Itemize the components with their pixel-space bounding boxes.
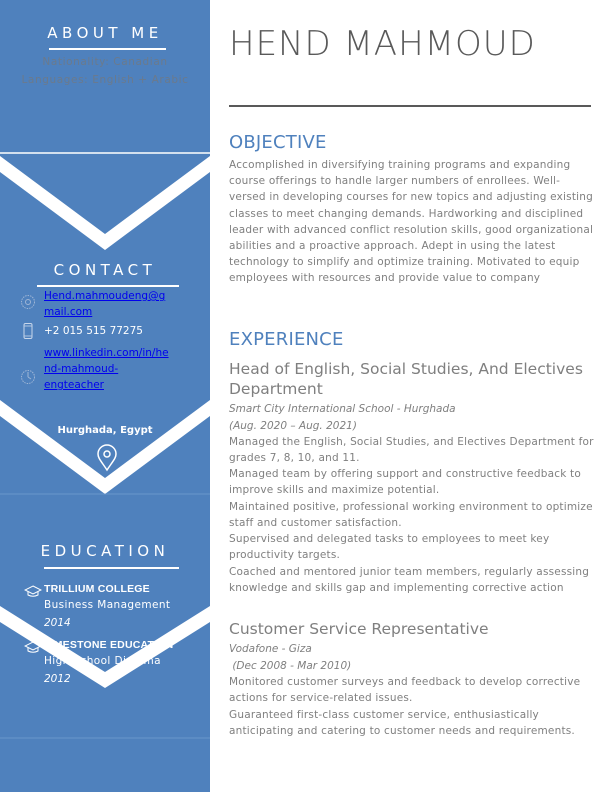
candidate-name: HEND MAHMOUD [229, 24, 536, 64]
email-line-2[interactable]: mail.com [44, 306, 93, 318]
contact-rule [37, 285, 179, 287]
linkedin-line-3[interactable]: engteacher [44, 379, 104, 391]
education-degree: Business Management [44, 599, 171, 611]
job-bullet: Supervised and delegated tasks to employees to meet key productivity targets. [229, 533, 550, 562]
job-bullet: Maintained positive, professional working environment to optimize staff and customer satisfaction. [229, 501, 593, 530]
job-dates: (Aug. 2020 – Aug. 2021) [229, 420, 357, 432]
mobile-phone-icon [20, 323, 36, 339]
job-company: Smart City International School - Hurghada [229, 403, 456, 415]
map-pin-icon [96, 444, 118, 472]
linkedin-line-2[interactable]: nd-mahmoud- [44, 363, 119, 375]
job-dates: (Dec 2008 - Mar 2010) [229, 660, 352, 672]
education-rule [44, 567, 179, 569]
job-company: Vodafone - Giza [229, 643, 312, 655]
phone-text: +2 015 515 77275 [44, 325, 143, 337]
education-year: 2014 [44, 617, 71, 629]
languages-text: Languages: English + Arabic [21, 74, 189, 86]
about-rule [49, 48, 166, 50]
job-title: Customer Service Representative [229, 620, 489, 638]
at-sign-icon [20, 294, 36, 310]
graduation-cap-icon [24, 585, 42, 597]
education-school: LIMESTONE EDUCATION [44, 639, 174, 651]
education-degree: High School Diploma [44, 655, 161, 667]
education-year: 2012 [44, 673, 71, 685]
about-heading: ABOUT ME [47, 24, 163, 42]
education-school: TRILLIUM COLLEGE [44, 583, 150, 595]
name-rule [229, 105, 591, 107]
job-bullet: Managed the English, Social Studies, and Electives Department for grades 7, 8, 10, and 11. [229, 436, 594, 465]
globe-icon [20, 369, 36, 385]
job-bullet: Coached and mentored junior team members, regularly assessing knowledge and skills gap and implementing corrective action [229, 566, 590, 595]
chevron-decorations [0, 0, 210, 792]
linkedin-line-1[interactable]: www.linkedin.com/in/he [44, 347, 169, 359]
linkedin-link[interactable] [44, 345, 194, 393]
nationality-text: Nationality: Canadian [42, 56, 168, 68]
job-title: Head of English, Social Studies, And Electives Department [229, 360, 583, 398]
job-bullet: Monitored customer surveys and feedback to develop corrective actions for service-related issues. [229, 676, 581, 705]
objective-heading: OBJECTIVE [229, 132, 327, 153]
contact-heading: CONTACT [53, 261, 157, 279]
email-line-1[interactable]: Hend.mahmoudeng@g [44, 290, 166, 302]
experience-heading: EXPERIENCE [229, 329, 344, 350]
graduation-cap-icon [24, 641, 42, 653]
job-bullet: Managed team by offering support and constructive feedback to improve skills and maximize potential. [229, 468, 581, 497]
email-link[interactable] [44, 288, 194, 320]
objective-text: Accomplished in diversifying training programs and expanding course offerings to handle larger numbers of enrollees. Well-versed in developing courses for new topics and adjusting existing classes to meet changing demands. Hardworking and disciplined leader with advanced conflict resolution skills, good organizational abilities and a proactive approach. Adept in using the latest technology to simplify and optimize training. Motivated to equip employees with resources and provide value to company [229, 159, 594, 285]
sidebar [0, 0, 210, 792]
job-bullet: Guaranteed first-class customer service, enthusiastically anticipating and catering to customer needs and requirements. [229, 709, 575, 738]
education-heading: EDUCATION [40, 542, 170, 560]
location-text: Hurghada, Egypt [57, 425, 153, 436]
